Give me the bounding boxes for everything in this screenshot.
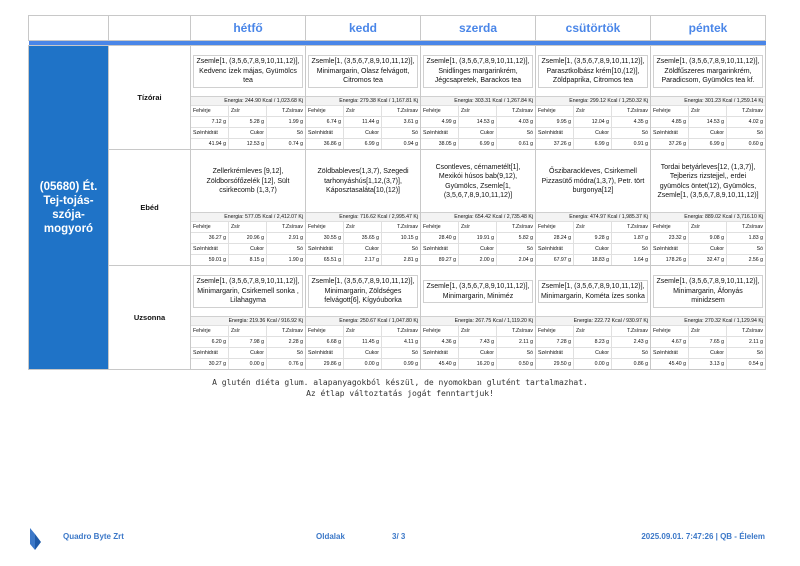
fatty-acid-value: 1.87 g <box>612 232 650 243</box>
day-header-monday: hétfő <box>191 16 306 41</box>
fatty-acid-label: T.Zsírsav <box>612 325 650 336</box>
salt-label: Só <box>267 347 305 358</box>
fat-value: 12.04 g <box>574 116 612 127</box>
energy-value: Energia: 244.90 Kcal / 1,023.68 Kj <box>191 96 305 105</box>
dish-box <box>421 151 535 212</box>
dish-text: Zsemle[1, (3,5,6,7,8,9,10,11,12)], Parasztkolbász krém[10,(12)], Zöldpaprika, Citromos tea <box>538 55 648 88</box>
carb-label: Szénhidrát <box>536 127 574 138</box>
dish-box <box>421 266 535 316</box>
carb-value: 37.26 g <box>536 138 574 149</box>
protein-label: Fehérje <box>536 105 574 116</box>
sugar-value: 6.99 g <box>574 138 612 149</box>
fat-value: 35.65 g <box>344 232 382 243</box>
salt-value: 0.91 g <box>612 138 650 149</box>
sugar-label: Cukor <box>344 243 382 254</box>
fat-label: Zsír <box>459 221 497 232</box>
salt-value: 0.74 g <box>267 138 305 149</box>
protein-value: 9.95 g <box>536 116 574 127</box>
fat-value: 8.23 g <box>574 336 612 347</box>
salt-value: 2.56 g <box>727 254 765 265</box>
energy-value: Energia: 279.38 Kcal / 1,167.81 Kj <box>306 96 420 105</box>
dish-text: Őszibarackleves, Csirkemell Pizzasütő módra(1,3,7), Petr. tört burgonya[12] <box>541 168 645 195</box>
salt-value: 0.54 g <box>727 358 765 369</box>
protein-value: 4.36 g <box>421 336 459 347</box>
nutrition-grid <box>421 221 535 265</box>
dish-text: Zsemle[1, (3,5,6,7,8,9,10,11,12)], Kedvenc ízek májas, Gyümölcs tea <box>193 55 303 88</box>
fatty-acid-label: T.Zsírsav <box>727 221 765 232</box>
fatty-acid-label: T.Zsírsav <box>727 325 765 336</box>
fat-label: Zsír <box>574 325 612 336</box>
menu-cell <box>536 150 651 266</box>
fatty-acid-value: 1.99 g <box>267 116 305 127</box>
fatty-acid-label: T.Zsírsav <box>497 105 535 116</box>
fat-label: Zsír <box>689 105 727 116</box>
fatty-acid-label: T.Zsírsav <box>612 105 650 116</box>
sugar-value: 2.17 g <box>344 254 382 265</box>
carb-label: Szénhidrát <box>651 243 689 254</box>
protein-label: Fehérje <box>306 325 344 336</box>
sugar-label: Cukor <box>459 127 497 138</box>
fatty-acid-label: T.Zsírsav <box>612 221 650 232</box>
sugar-label: Cukor <box>229 243 267 254</box>
energy-value: Energia: 250.67 Kcal / 1,047.80 Kj <box>306 316 420 325</box>
menu-cell <box>421 266 536 370</box>
energy-value: Energia: 299.12 Kcal / 1,250.32 Kj <box>536 96 650 105</box>
fat-label: Zsír <box>689 325 727 336</box>
protein-label: Fehérje <box>651 325 689 336</box>
fat-label: Zsír <box>689 221 727 232</box>
protein-value: 23.32 g <box>651 232 689 243</box>
fatty-acid-label: T.Zsírsav <box>497 325 535 336</box>
nutrition-grid <box>191 325 305 369</box>
protein-value: 36.27 g <box>191 232 229 243</box>
salt-label: Só <box>497 243 535 254</box>
sugar-label: Cukor <box>229 127 267 138</box>
footer-timestamp: 2025.09.01. 7:47:26 | QB - Élelem <box>641 532 765 541</box>
carb-value: 36.86 g <box>306 138 344 149</box>
diet-label: (05680) Ét. Tej-tojás-szója-mogyoró <box>29 46 109 370</box>
fatty-acid-value: 4.35 g <box>612 116 650 127</box>
nutrition-grid <box>191 105 305 149</box>
dish-box <box>651 266 765 316</box>
fat-value: 14.53 g <box>459 116 497 127</box>
fat-value: 5.28 g <box>229 116 267 127</box>
dish-text: Zsemle[1, (3,5,6,7,8,9,10,11,12)], Minimargarin, Áfonyás minidzsem <box>653 275 763 308</box>
fat-value: 9.28 g <box>574 232 612 243</box>
energy-value: Energia: 301.23 Kcal / 1,259.14 Kj <box>651 96 765 105</box>
menu-cell <box>651 266 766 370</box>
dish-box <box>421 46 535 96</box>
energy-value: Energia: 267.75 Kcal / 1,119.20 Kj <box>421 316 535 325</box>
sugar-value: 3.13 g <box>689 358 727 369</box>
fatty-acid-value: 1.83 g <box>727 232 765 243</box>
carb-label: Szénhidrát <box>651 347 689 358</box>
meal-row <box>29 266 766 370</box>
dish-box <box>306 266 420 316</box>
dish-box <box>651 46 765 96</box>
meal-name: Uzsonna <box>109 266 191 370</box>
sugar-value: 12.53 g <box>229 138 267 149</box>
energy-value: Energia: 219.36 Kcal / 916.92 Kj <box>191 316 305 325</box>
salt-value: 1.64 g <box>612 254 650 265</box>
protein-label: Fehérje <box>306 105 344 116</box>
dish-text: Zsemle[1, (3,5,6,7,8,9,10,11,12)], Snidlinges margarinkrém, Jégcsapretek, Barackos tea <box>423 55 533 88</box>
salt-value: 0.86 g <box>612 358 650 369</box>
fatty-acid-value: 5.82 g <box>497 232 535 243</box>
protein-label: Fehérje <box>191 105 229 116</box>
fat-label: Zsír <box>344 221 382 232</box>
dish-text: Zsemle[1, (3,5,6,7,8,9,10,11,12)], Minimargarin, Olasz felvágott, Citromos tea <box>308 55 418 88</box>
fat-value: 7.65 g <box>689 336 727 347</box>
fat-label: Zsír <box>344 105 382 116</box>
fat-label: Zsír <box>574 105 612 116</box>
salt-value: 0.99 g <box>382 358 420 369</box>
nutrition-grid <box>651 325 765 369</box>
carb-label: Szénhidrát <box>421 243 459 254</box>
protein-value: 30.55 g <box>306 232 344 243</box>
protein-label: Fehérje <box>421 325 459 336</box>
dish-text: Zsemle[1, (3,5,6,7,8,9,10,11,12)], Zöldfűszeres margarinkrém, Paradicsom, Gyümölcs tea kf. <box>653 55 763 88</box>
dish-box <box>191 266 305 316</box>
salt-label: Só <box>612 127 650 138</box>
salt-value: 0.61 g <box>497 138 535 149</box>
fatty-acid-value: 4.02 g <box>727 116 765 127</box>
nutrition-grid <box>306 221 420 265</box>
sugar-label: Cukor <box>344 127 382 138</box>
sugar-value: 6.99 g <box>689 138 727 149</box>
fatty-acid-value: 2.91 g <box>267 232 305 243</box>
fatty-acid-label: T.Zsírsav <box>267 325 305 336</box>
sugar-value: 8.15 g <box>229 254 267 265</box>
fatty-acid-label: T.Zsírsav <box>382 105 420 116</box>
carb-value: 45.40 g <box>651 358 689 369</box>
dish-box <box>651 151 765 212</box>
menu-cell <box>191 150 306 266</box>
fat-label: Zsír <box>229 105 267 116</box>
salt-label: Só <box>497 347 535 358</box>
protein-label: Fehérje <box>536 221 574 232</box>
energy-value: Energia: 716.62 Kcal / 2,995.47 Kj <box>306 212 420 221</box>
salt-label: Só <box>612 243 650 254</box>
nutrition-grid <box>421 105 535 149</box>
carb-value: 178.26 g <box>651 254 689 265</box>
menu-cell <box>191 46 306 150</box>
fat-value: 19.91 g <box>459 232 497 243</box>
sugar-value: 6.99 g <box>344 138 382 149</box>
sugar-value: 18.83 g <box>574 254 612 265</box>
salt-value: 0.76 g <box>267 358 305 369</box>
meal-name: Ebéd <box>109 150 191 266</box>
day-header-thursday: csütörtök <box>536 16 651 41</box>
fatty-acid-value: 2.28 g <box>267 336 305 347</box>
salt-value: 0.94 g <box>382 138 420 149</box>
fat-label: Zsír <box>459 105 497 116</box>
sugar-label: Cukor <box>689 127 727 138</box>
menu-table <box>28 15 766 370</box>
carb-value: 41.94 g <box>191 138 229 149</box>
nutrition-grid <box>306 105 420 149</box>
salt-label: Só <box>727 127 765 138</box>
carb-label: Szénhidrát <box>536 243 574 254</box>
salt-value: 2.81 g <box>382 254 420 265</box>
salt-label: Só <box>382 243 420 254</box>
day-header-friday: péntek <box>651 16 766 41</box>
fatty-acid-value: 2.11 g <box>727 336 765 347</box>
fat-value: 7.98 g <box>229 336 267 347</box>
menu-cell <box>651 150 766 266</box>
energy-value: Energia: 303.31 Kcal / 1,267.84 Kj <box>421 96 535 105</box>
carb-value: 37.26 g <box>651 138 689 149</box>
nutrition-grid <box>651 221 765 265</box>
dish-text: Zsemle[1, (3,5,6,7,8,9,10,11,12)], Minimargarin, Zöldséges felvágott[6], Kígyóuborka <box>308 275 418 308</box>
fatty-acid-value: 2.11 g <box>497 336 535 347</box>
protein-value: 28.24 g <box>536 232 574 243</box>
fatty-acid-label: T.Zsírsav <box>727 105 765 116</box>
fatty-acid-value: 10.15 g <box>382 232 420 243</box>
sugar-label: Cukor <box>689 347 727 358</box>
carb-label: Szénhidrát <box>421 347 459 358</box>
fatty-acid-value: 3.61 g <box>382 116 420 127</box>
sugar-label: Cukor <box>574 347 612 358</box>
salt-label: Só <box>612 347 650 358</box>
menu-cell <box>306 150 421 266</box>
fatty-acid-value: 4.03 g <box>497 116 535 127</box>
protein-value: 6.74 g <box>306 116 344 127</box>
dish-text: Csontleves, cérnametélt[1], Mexikói húsos bab(9,12), Gyümölcs, Zsemle[1, (3,5,6,7,8,9,10,11,12)] <box>435 163 521 199</box>
sugar-label: Cukor <box>574 127 612 138</box>
salt-label: Só <box>497 127 535 138</box>
energy-value: Energia: 889.02 Kcal / 3,716.10 Kj <box>651 212 765 221</box>
carb-label: Szénhidrát <box>191 243 229 254</box>
sugar-label: Cukor <box>459 243 497 254</box>
carb-label: Szénhidrát <box>191 347 229 358</box>
salt-label: Só <box>727 347 765 358</box>
dish-text: Zellerkrémleves [9,12], Zöldborsófőzelék [12], Sült csirkecomb (1,3,7) <box>206 168 290 195</box>
sugar-label: Cukor <box>344 347 382 358</box>
protein-value: 6.20 g <box>191 336 229 347</box>
header-empty-side <box>29 16 109 41</box>
nutrition-grid <box>536 105 650 149</box>
dish-box <box>536 151 650 212</box>
dish-text: Tordai betyárleves[12, (1,3,7)], Tejberizs rizstejjel,, erdei gyümölcs öntet(12), Gyümölcs, Zsemle[1, (3,5,6,7,8,9,10,11,12)] <box>657 163 759 199</box>
salt-value: 0.60 g <box>727 138 765 149</box>
meal-name: Tízórai <box>109 46 191 150</box>
fat-value: 11.45 g <box>344 336 382 347</box>
dish-box <box>306 46 420 96</box>
carb-label: Szénhidrát <box>191 127 229 138</box>
carb-label: Szénhidrát <box>306 347 344 358</box>
gluten-note: A glutén diéta glum. alapanyagokból készül, de nyomokban glutént tartalmazhat. <box>212 378 588 387</box>
header-empty-meal <box>109 16 191 41</box>
fatty-acid-value: 4.11 g <box>382 336 420 347</box>
carb-value: 29.50 g <box>536 358 574 369</box>
protein-label: Fehérje <box>536 325 574 336</box>
fat-label: Zsír <box>574 221 612 232</box>
sugar-value: 32.47 g <box>689 254 727 265</box>
carb-label: Szénhidrát <box>306 243 344 254</box>
protein-value: 7.12 g <box>191 116 229 127</box>
notes-block <box>0 377 800 399</box>
day-header-wednesday: szerda <box>421 16 536 41</box>
energy-value: Energia: 270.32 Kcal / 1,129.94 Kj <box>651 316 765 325</box>
nutrition-grid <box>651 105 765 149</box>
company-logo-icon <box>28 528 42 550</box>
fat-value: 7.43 g <box>459 336 497 347</box>
carb-label: Szénhidrát <box>306 127 344 138</box>
protein-label: Fehérje <box>421 105 459 116</box>
carb-label: Szénhidrát <box>421 127 459 138</box>
salt-value: 1.90 g <box>267 254 305 265</box>
nutrition-grid <box>536 325 650 369</box>
sugar-label: Cukor <box>689 243 727 254</box>
dish-text: Zsemle[1, (3,5,6,7,8,9,10,11,12)], Minimargarin, Csirkemell sonka , Lilahagyma <box>193 275 303 308</box>
carb-value: 65.51 g <box>306 254 344 265</box>
salt-label: Só <box>382 347 420 358</box>
energy-value: Energia: 474.97 Kcal / 1,985.37 Kj <box>536 212 650 221</box>
protein-label: Fehérje <box>651 105 689 116</box>
protein-value: 28.40 g <box>421 232 459 243</box>
footer-pages-label: Oldalak <box>316 532 345 541</box>
energy-value: Energia: 577.05 Kcal / 2,412.07 Kj <box>191 212 305 221</box>
protein-label: Fehérje <box>651 221 689 232</box>
salt-value: 2.04 g <box>497 254 535 265</box>
nutrition-grid <box>536 221 650 265</box>
protein-value: 4.85 g <box>651 116 689 127</box>
dish-text: Zöldbableves(1,3,7), Szegedi tarhonyáshús[1,12,(3,7)], Káposztasaláta[10,(12)] <box>317 168 409 195</box>
menu-cell <box>306 266 421 370</box>
dish-box <box>191 151 305 212</box>
sugar-value: 2.00 g <box>459 254 497 265</box>
fat-value: 9.08 g <box>689 232 727 243</box>
protein-label: Fehérje <box>421 221 459 232</box>
fat-label: Zsír <box>344 325 382 336</box>
day-header-tuesday: kedd <box>306 16 421 41</box>
protein-value: 4.99 g <box>421 116 459 127</box>
protein-value: 4.67 g <box>651 336 689 347</box>
carb-label: Szénhidrát <box>651 127 689 138</box>
nutrition-grid <box>191 221 305 265</box>
nutrition-grid <box>306 325 420 369</box>
dish-box <box>536 266 650 316</box>
sugar-value: 6.99 g <box>459 138 497 149</box>
energy-value: Energia: 654.42 Kcal / 2,735.48 Kj <box>421 212 535 221</box>
menu-cell <box>421 150 536 266</box>
dish-box <box>191 46 305 96</box>
meal-row <box>29 150 766 266</box>
sugar-label: Cukor <box>229 347 267 358</box>
nutrition-grid <box>421 325 535 369</box>
dish-text: Zsemle[1, (3,5,6,7,8,9,10,11,12)], Minimargarin, Kométa ízes sonka <box>538 280 648 303</box>
carb-value: 59.01 g <box>191 254 229 265</box>
fatty-acid-label: T.Zsírsav <box>267 105 305 116</box>
salt-label: Só <box>727 243 765 254</box>
footer-page-number: 3/ 3 <box>392 532 406 541</box>
fatty-acid-label: T.Zsírsav <box>382 221 420 232</box>
dish-text: Zsemle[1, (3,5,6,7,8,9,10,11,12)], Minimargarin, Miniméz <box>423 280 533 303</box>
fat-label: Zsír <box>229 325 267 336</box>
fat-value: 11.44 g <box>344 116 382 127</box>
sugar-label: Cukor <box>459 347 497 358</box>
fatty-acid-label: T.Zsírsav <box>382 325 420 336</box>
protein-value: 7.28 g <box>536 336 574 347</box>
salt-value: 0.50 g <box>497 358 535 369</box>
fat-label: Zsír <box>459 325 497 336</box>
menu-cell <box>191 266 306 370</box>
salt-label: Só <box>267 243 305 254</box>
fat-value: 20.96 g <box>229 232 267 243</box>
protein-label: Fehérje <box>306 221 344 232</box>
day-header-row <box>29 16 766 41</box>
fat-label: Zsír <box>229 221 267 232</box>
protein-value: 6.68 g <box>306 336 344 347</box>
fatty-acid-value: 2.43 g <box>612 336 650 347</box>
menu-cell <box>536 46 651 150</box>
sugar-value: 0.00 g <box>229 358 267 369</box>
carb-value: 45.40 g <box>421 358 459 369</box>
menu-cell <box>306 46 421 150</box>
carb-value: 89.27 g <box>421 254 459 265</box>
protein-label: Fehérje <box>191 221 229 232</box>
dish-box <box>306 151 420 212</box>
carb-value: 38.05 g <box>421 138 459 149</box>
carb-value: 29.86 g <box>306 358 344 369</box>
fat-value: 14.53 g <box>689 116 727 127</box>
menu-cell <box>536 266 651 370</box>
protein-label: Fehérje <box>191 325 229 336</box>
energy-value: Energia: 222.72 Kcal / 930.97 Kj <box>536 316 650 325</box>
menu-cell <box>651 46 766 150</box>
carb-value: 67.97 g <box>536 254 574 265</box>
carb-value: 30.27 g <box>191 358 229 369</box>
sugar-value: 0.00 g <box>344 358 382 369</box>
salt-label: Só <box>382 127 420 138</box>
change-note: Az étlap változtatás jogát fenntartjuk! <box>306 389 494 398</box>
salt-label: Só <box>267 127 305 138</box>
sugar-value: 0.00 g <box>574 358 612 369</box>
sugar-value: 16.20 g <box>459 358 497 369</box>
menu-cell <box>421 46 536 150</box>
carb-label: Szénhidrát <box>536 347 574 358</box>
footer-company: Quadro Byte Zrt <box>63 532 124 541</box>
fatty-acid-label: T.Zsírsav <box>497 221 535 232</box>
dish-box <box>536 46 650 96</box>
sugar-label: Cukor <box>574 243 612 254</box>
fatty-acid-label: T.Zsírsav <box>267 221 305 232</box>
meal-row <box>29 46 766 150</box>
